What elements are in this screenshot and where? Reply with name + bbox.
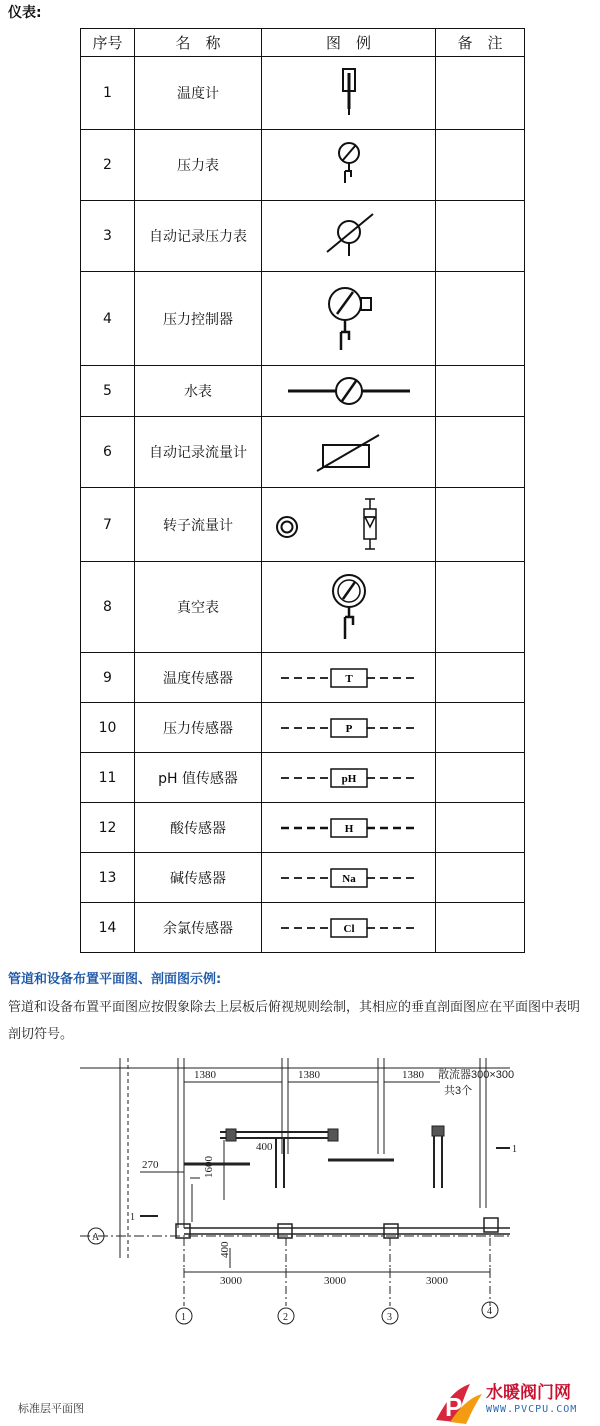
row-number: 13: [81, 853, 135, 903]
section-title: 管道和设备布置平面图、剖面图示例:: [8, 972, 222, 987]
sensor-code: pH: [341, 772, 356, 785]
axis-label-3: 3: [387, 1312, 392, 1323]
header-name: 名 称: [135, 29, 262, 57]
axis-label-a: A: [92, 1232, 100, 1243]
row-number: 3: [81, 201, 135, 272]
ph-sensor-icon: [262, 753, 436, 803]
row-number: 8: [81, 562, 135, 653]
header-remark: 备 注: [436, 29, 525, 57]
row-name: 转子流量计: [135, 488, 262, 562]
row-number: 9: [81, 653, 135, 703]
instrument-symbol-table: [80, 28, 525, 953]
row-remark: [436, 201, 525, 272]
row-name: 真空表: [135, 562, 262, 653]
row-name: 压力控制器: [135, 272, 262, 366]
row-name: 压力传感器: [135, 703, 262, 753]
sensor-code: T: [344, 672, 353, 685]
table-row: [81, 130, 525, 201]
pressure-sensor-icon: [262, 703, 436, 753]
row-remark: [436, 130, 525, 201]
logo-name: 水暖阀门网: [486, 1383, 571, 1403]
table-row: [81, 201, 525, 272]
diffuser-note: 散流器300×300: [438, 1069, 515, 1081]
row-name: 酸传感器: [135, 803, 262, 853]
row-remark: [436, 488, 525, 562]
row-remark: [436, 366, 525, 417]
table-row: [81, 562, 525, 653]
table-row: [81, 903, 525, 953]
floor-plan-drawing: [80, 1058, 520, 1334]
dim-label: 1380: [298, 1069, 320, 1081]
row-remark: [436, 272, 525, 366]
dim-label: 1380: [402, 1069, 424, 1081]
row-number: 11: [81, 753, 135, 803]
row-name: 余氯传感器: [135, 903, 262, 953]
table-row: [81, 57, 525, 130]
table-row: [81, 417, 525, 488]
dim-label: 400: [219, 1241, 231, 1258]
sensor-code: Cl: [343, 922, 354, 935]
section-mark: 1: [130, 1212, 135, 1223]
table-row: [81, 272, 525, 366]
thermometer-icon: [262, 57, 436, 130]
row-remark: [436, 903, 525, 953]
residual-chlorine-sensor-icon: [262, 903, 436, 953]
description-paragraph: 管道和设备布置平面图应按假象除去上层板后俯视规则绘制，其相应的垂直剖面图应在平面图中表明剖切符号。: [8, 1000, 581, 1042]
table-row: [81, 753, 525, 803]
recording-pressure-gauge-icon: [262, 201, 436, 272]
row-remark: [436, 562, 525, 653]
sensor-code: H: [344, 822, 353, 835]
water-meter-icon: [262, 366, 436, 417]
dim-label: 3000: [324, 1275, 346, 1287]
table-row: [81, 653, 525, 703]
row-name: pH 值传感器: [135, 753, 262, 803]
row-number: 2: [81, 130, 135, 201]
dim-label: 400: [256, 1141, 273, 1153]
row-number: 14: [81, 903, 135, 953]
row-name: 自动记录压力表: [135, 201, 262, 272]
table-row: [81, 488, 525, 562]
axis-label-1: 1: [181, 1312, 186, 1323]
row-number: 5: [81, 366, 135, 417]
axis-label-4: 4: [487, 1306, 492, 1317]
dim-label: 1600: [203, 1156, 215, 1178]
header-symbol: 图 例: [262, 29, 436, 57]
dim-label: 1380: [194, 1069, 216, 1081]
row-name: 温度计: [135, 57, 262, 130]
header-number: 序号: [81, 29, 135, 57]
dim-label: 3000: [220, 1275, 242, 1287]
row-number: 12: [81, 803, 135, 853]
row-remark: [436, 803, 525, 853]
row-number: 6: [81, 417, 135, 488]
pressure-gauge-icon: [262, 130, 436, 201]
row-name: 水表: [135, 366, 262, 417]
acid-sensor-icon: [262, 803, 436, 853]
row-number: 4: [81, 272, 135, 366]
table-row: [81, 853, 525, 903]
dim-label: 3000: [426, 1275, 448, 1287]
logo-url: WWW.PVCPU.COM: [486, 1404, 578, 1415]
temperature-sensor-icon: [262, 653, 436, 703]
axis-label-2: 2: [283, 1312, 288, 1323]
rotameter-icon: [262, 488, 436, 562]
row-remark: [436, 753, 525, 803]
row-remark: [436, 57, 525, 130]
row-number: 7: [81, 488, 135, 562]
row-remark: [436, 653, 525, 703]
table-row: [81, 803, 525, 853]
svg-text:P: P: [445, 1392, 463, 1422]
row-name: 压力表: [135, 130, 262, 201]
row-name: 碱传感器: [135, 853, 262, 903]
table-header-row: [81, 29, 525, 57]
alkali-sensor-icon: [262, 853, 436, 903]
row-number: 1: [81, 57, 135, 130]
sensor-code: P: [345, 722, 352, 735]
table-row: [81, 703, 525, 753]
dim-label: 270: [142, 1159, 159, 1171]
recording-flowmeter-icon: [262, 417, 436, 488]
table-row: [81, 366, 525, 417]
count-note: 共3个: [444, 1085, 473, 1097]
pressure-controller-icon: [262, 272, 436, 366]
vacuum-gauge-icon: [262, 562, 436, 653]
instruments-heading: 仪表:: [8, 5, 42, 21]
row-remark: [436, 853, 525, 903]
drawing-caption: 标准层平面图: [18, 1402, 84, 1415]
row-number: 10: [81, 703, 135, 753]
sensor-code: Na: [341, 872, 356, 885]
row-name: 温度传感器: [135, 653, 262, 703]
section-mark: 1: [512, 1144, 517, 1155]
row-remark: [436, 703, 525, 753]
row-remark: [436, 417, 525, 488]
row-name: 自动记录流量计: [135, 417, 262, 488]
